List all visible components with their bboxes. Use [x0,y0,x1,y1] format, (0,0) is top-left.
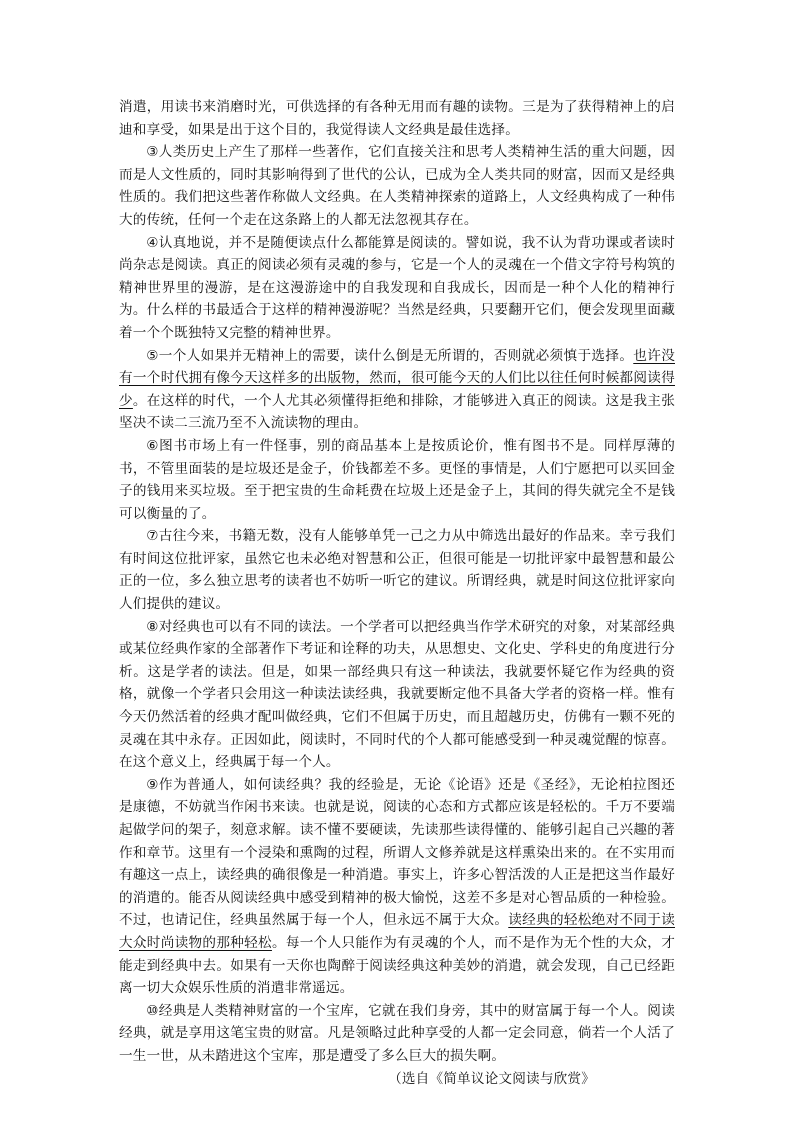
paragraph-p7 [119,525,675,615]
paragraph-text: ⑨作为普通人，如何读经典？我的经验是，无论《论语》还是《圣经》，无论柏拉图还是康德，不妨就当作闲书来读。也就是说，阅读的心态和方式都应该是轻松的。千万不要端起做学问的架子，刻意求解。读不懂不要硬读，先读那些读得懂的、能够引起自己兴趣的著作和章节。这里有一个浸染和熏陶的过程，所谓人文修养就是这样熏染出来的。在不实用而有趣这一点上，读经典的确很像是一种消遣。事实上，许多心智活泼的人正是把这当作最好的消遣的。能否从阅读经典中感受到精神的极大愉悦，这差不多是对心智品质的一种检验。不过，也请记住，经典虽然属于每一个人，但永远不属于大众。 [119,776,675,929]
article-body [119,96,675,1090]
paragraph-p5 [119,345,675,435]
paragraph-text: 。每一个人只能作为有灵魂的个人，而不是作为无个性的大众，才能走到经典中去。如果有一天你也陶醉于阅读经典这种美妙的消遣，就会发现，自己已经距离一切大众娱乐性质的消遣非常遥远。 [119,934,675,997]
paragraph-text: 消遣，用读书来消磨时光，可供选择的有各种无用而有趣的读物。三是为了获得精神上的启迪和享受，如果是出于这个目的，我觉得读人文经典是最佳选择。 [119,99,675,138]
paragraph-text: ③人类历史上产生了那样一些著作，它们直接关注和思考人类精神生活的重大问题，因而是人文性质的，同时其影响得到了世代的公认，已成为全人类共同的财富，因而又是经典性质的。我们把这些著作称做人文经典。在人类精神探索的道路上，人文经典构成了一种伟大的传统，任何一个走在这条路上的人都无法忽视其存在。 [119,144,675,228]
paragraph-p6 [119,435,675,525]
source-citation: （选自《简单议论文阅读与欣赏》 [388,1070,595,1087]
paragraph-p3 [119,141,675,231]
paragraph-text: ⑩经典是人类精神财富的一个宝库，它就在我们身旁，其中的财富属于每一个人。阅读经典，就是享用这笔宝贵的财富。凡是领略过此种享受的人都一定会同意，倘若一个人活了一生一世，从未踏进这个宝库，那是遭受了多么巨大的损失啊。 [119,1002,675,1064]
paragraph-text: ⑧对经典也可以有不同的读法。一个学者可以把经典当作学术研究的对象，对某部经典或某位经典作家的全部著作下考证和诠释的功夫，从思想史、文化史、学科史的角度进行分析。这是学者的读法。但是，如果一部经典只有这一种读法，我就要怀疑它作为经典的资格，就像一个学者只会用这一种读法读经典，我就要断定他不具备大学者的资格一样。惟有今天仍然活着的经典才配叫做经典，它们不但属于历史，而且超越历史，仿佛有一颗不死的灵魂在其中永存。正因如此，阅读时，不同时代的个人都可能感受到一种灵魂觉醒的惊喜。在这个意义上，经典属于每一个人。 [119,618,675,771]
paragraph-text: ⑦古往今来，书籍无数，没有人能够单凭一己之力从中筛选出最好的作品来。幸亏我们有时间这位批评家，虽然它也未必绝对智慧和公正，但很可能是一切批评家中最智慧和最公正的一位，多么独立思考的读者也不妨听一听它的建议。所谓经典，就是时间这位批评家向人们提供的建议。 [119,528,675,613]
paragraph-p0 [119,96,675,141]
underlined-sentence: 也许没有一个时代拥有像今天这样多的出版物，然而，很可能今天的人们比以往任何时候都阅读得少 [119,347,675,409]
paragraph-p9 [119,774,675,1000]
paragraph-p4 [119,232,675,345]
paragraph-p10 [119,1000,675,1068]
paragraph-text: ④认真地说，并不是随便读点什么都能算是阅读的。譬如说，我不认为背功课或者读时尚杂志是阅读。真正的阅读必须有灵魂的参与，它是一个人的灵魂在一个借文字符号构筑的精神世界里的漫游，是在这漫游途中的自我发现和自我成长，因而是一种个人化的精神行为。什么样的书最适合于这样的精神漫游呢？当然是经典，只要翻开它们，便会发现里面藏着一个个既独特又完整的精神世界。 [119,234,675,341]
paragraph-text: ⑥图书市场上有一件怪事，别的商品基本上是按质论价，惟有图书不是。同样厚薄的书，不管里面装的是垃圾还是金子，价钱都差不多。更怪的事情是，人们宁愿把可以买回金子的钱用来买垃圾。至于把宝贵的生命耗费在垃圾上还是金子上，其间的得失就完全不是钱可以衡量的了。 [119,437,675,522]
paragraph-text: ⑤一个人如果并无精神上的需要，读什么倒是无所谓的，否则就必须慎于选择。 [146,347,634,364]
underlined-sentence: 读经典的轻松绝对不同于读大众时尚读物的那种轻松 [119,912,675,951]
paragraph-p8 [119,616,675,774]
paragraph-text: 。在这样的时代，一个人尤其必须懂得拒绝和排除，才能够进入真正的阅读。这是我主张坚决不读二三流乃至不入流读物的理由。 [119,392,676,432]
